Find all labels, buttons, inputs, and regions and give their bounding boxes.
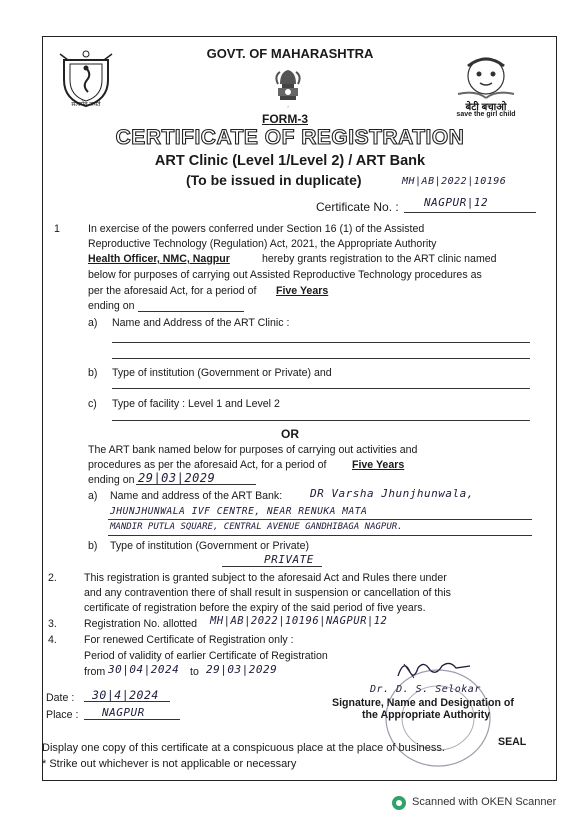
bank-b-number: b)	[88, 540, 98, 552]
para1-ending-on: ending on	[88, 300, 135, 312]
validity-to-label: to	[190, 666, 199, 678]
institution-line	[112, 388, 530, 389]
certificate-subtitle: ART Clinic (Level 1/Level 2) / ART Bank	[154, 153, 426, 169]
para2-line3: certificate of registration before the expiry of the said period of five years.	[84, 602, 426, 614]
bank-address-line1: JHUNJHUNWALA IVF CENTRE, NEAR RENUKA MATA	[110, 506, 368, 517]
validity-from-value: 30|04|2024	[108, 663, 180, 676]
validity-to-value: 29|03|2029	[206, 663, 278, 676]
certificate-no-label: Certificate No. :	[316, 200, 399, 214]
validity-label: Period of validity of earlier Certificate of Registration	[84, 650, 328, 662]
bank-address-underline-2	[108, 535, 532, 536]
scanner-watermark-text: Scanned with OKEN Scanner	[412, 796, 557, 808]
para1-period: Five Years	[276, 285, 329, 297]
renewal-label: For renewed Certificate of Registration only :	[84, 634, 294, 646]
clinic-institution-label: Type of institution (Government or Private) and	[112, 367, 332, 379]
date-value: 30|4|2024	[92, 688, 159, 702]
place-label: Place :	[46, 709, 79, 721]
para1-a-number: a)	[88, 317, 98, 329]
para1-line5: per the aforesaid Act, for a period of	[88, 285, 257, 297]
clinic-line-1	[112, 342, 530, 343]
bank-line1: The ART bank named below for purposes of carrying out activities and	[88, 444, 418, 456]
para1-line1: In exercise of the powers conferred under Section 16 (1) of the Assisted	[88, 223, 425, 235]
para1-line3: hereby grants registration to the ART clinic named	[262, 253, 497, 265]
bank-line2: procedures as per the aforesaid Act, for a period of	[88, 459, 327, 471]
certificate-number-handwritten-2: NAGPUR|12	[424, 196, 489, 209]
seal-label: SEAL	[498, 736, 527, 748]
bank-institution-line	[222, 566, 322, 567]
para1-c-number: c)	[88, 398, 97, 410]
facility-line	[112, 420, 530, 421]
registration-allotted-label: Registration No. allotted	[84, 618, 198, 630]
certificate-no-line	[404, 212, 536, 213]
appropriate-authority-name: Health Officer, NMC, Nagpur	[88, 253, 230, 265]
duplicate-note: (To be issued in duplicate)	[186, 172, 362, 188]
signatory-name-handwritten: Dr. D. S. Selokar	[370, 684, 481, 695]
strike-out-note: * Strike out whichever is not applicable or necessary	[42, 758, 297, 770]
para4-number: 4.	[48, 634, 57, 646]
display-copy-note: Display one copy of this certificate at a conspicuous place at the place of business.	[42, 742, 445, 754]
para2-number: 2.	[48, 572, 57, 584]
clinic-name-label: Name and Address of the ART Clinic :	[112, 317, 290, 329]
clinic-line-2	[112, 358, 530, 359]
ashoka-emblem-icon	[270, 66, 306, 114]
bank-ending-label: ending on	[88, 474, 135, 486]
para1-line2: Reproductive Technology (Regulation) Act, 2021, the Appropriate Authority	[88, 238, 437, 250]
bank-name-value: DR Varsha Jhunjhunwala,	[310, 487, 474, 500]
certificate-title: CERTIFICATE OF REGISTRATION	[115, 126, 465, 149]
date-label: Date :	[46, 692, 75, 704]
bank-ending-value: 29|03|2029	[138, 471, 216, 485]
date-line	[84, 701, 170, 702]
bank-ending-line	[136, 484, 256, 485]
para3-number: 3.	[48, 618, 57, 630]
bank-name-label: Name and address of the ART Bank:	[110, 490, 283, 502]
ending-on-line	[138, 311, 244, 312]
signature-label-line1: Signature, Name and Designation of	[332, 697, 514, 709]
bank-period: Five Years	[352, 459, 405, 471]
left-emblem-text: सत्यमेव जयते	[71, 102, 101, 108]
para2-line1: This registration is granted subject to the aforesaid Act and Rules there under	[84, 572, 447, 584]
bank-institution-value: PRIVATE	[264, 553, 314, 566]
bank-a-number: a)	[88, 490, 98, 502]
bank-address-line2: MANDIR PUTLA SQUARE, CENTRAL AVENUE GANDHIBAGA NAGPUR.	[110, 522, 403, 532]
bank-address-underline-1	[108, 519, 532, 520]
signature-label-line2: the Appropriate Authority	[362, 709, 491, 721]
place-line	[84, 719, 180, 720]
beti-bachao-text: बेटी बचाओ	[465, 102, 507, 113]
para1-line4: below for purposes of carrying out Assisted Reproductive Technology procedures as	[88, 269, 482, 281]
certificate-number-handwritten-1: MH|AB|2022|10196	[402, 176, 507, 187]
validity-from-label: from	[84, 666, 106, 678]
form-number: FORM-3	[262, 112, 308, 126]
para1-b-number: b)	[88, 367, 98, 379]
bank-institution-label: Type of institution (Government or Private)	[110, 540, 310, 552]
registration-allotted-value: MH|AB|2022|10196|NAGPUR|12	[210, 615, 388, 627]
govt-heading: GOVT. OF MAHARASHTRA	[206, 46, 374, 61]
facility-type-label: Type of facility : Level 1 and Level 2	[112, 398, 280, 410]
para2-line2: and any contravention there of shall result in suspension or cancellation of this	[84, 587, 451, 599]
svg-text:ʼ: ʼ	[287, 106, 289, 112]
scanner-logo-icon	[391, 795, 407, 811]
para1-number: 1	[54, 223, 60, 235]
or-divider: OR	[281, 427, 299, 441]
beti-bachao-subtext: save the girl child	[456, 111, 516, 118]
place-value: NAGPUR	[102, 706, 145, 719]
